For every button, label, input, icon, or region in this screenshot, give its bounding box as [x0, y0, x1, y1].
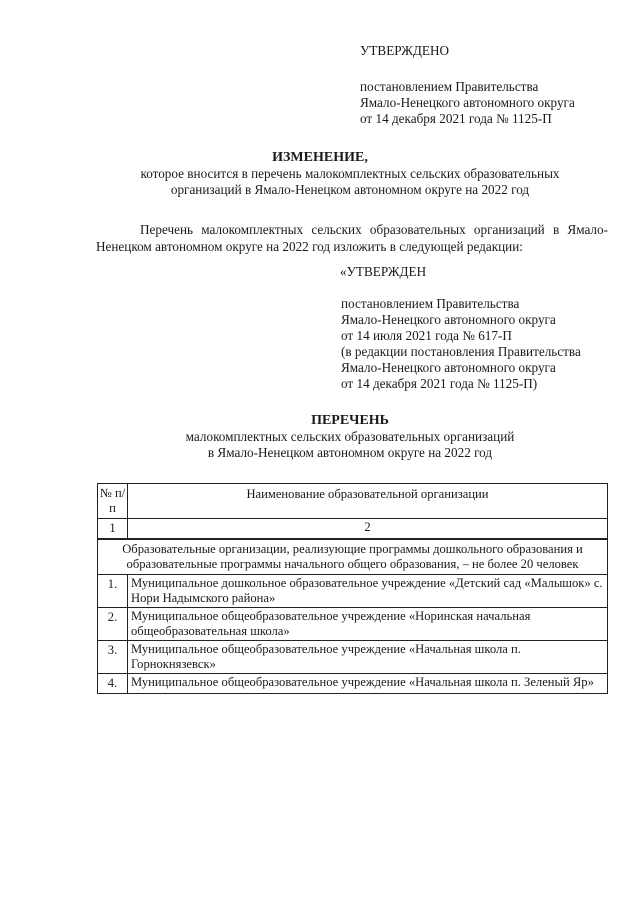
section-row [98, 539, 608, 575]
row-name: Муниципальное общеобразовательное учреждение «Начальная школа п. Зеленый Яр» [128, 674, 608, 694]
row-name: Муниципальное общеобразовательное учреждение «Норинская начальная общеобразовательная школа» [128, 608, 608, 641]
organizations-table [97, 483, 608, 694]
inner-approval-line: от 14 июля 2021 года № 617-П [341, 328, 512, 343]
approval-heading: УТВЕРЖДЕНО [360, 43, 450, 58]
change-subtitle-line: которое вносится в перечень малокомплектных сельских образовательных [140, 166, 560, 181]
column-numbers-row [98, 519, 608, 540]
table-row [98, 575, 608, 608]
inner-approval-line: постановлением Правительства [341, 296, 520, 311]
row-name: Муниципальное дошкольное образовательное учреждение «Детский сад «Малышок» с. Нори Надымского района» [128, 575, 608, 608]
header-name-cell: Наименование образовательной организации [128, 484, 608, 519]
row-num: 1. [98, 575, 128, 608]
col-number-1: 1 [98, 519, 128, 540]
table-row [98, 674, 608, 694]
list-heading: ПЕРЕЧЕНЬ [311, 413, 389, 428]
change-subtitle-line: организаций в Ямало-Ненецком автономном округе на 2022 год [170, 182, 530, 197]
approval-line: постановлением Правительства [360, 79, 539, 94]
table-header-row [98, 484, 608, 519]
header-num-cell: № п/п [98, 484, 128, 519]
body-paragraph: Перечень малокомплектных сельских образовательных организаций в Ямало-Ненецком автономном округе на 2022 год изложить в следующей редакции: [96, 222, 608, 254]
section-cell: Образовательные организации, реализующие программы дошкольного образования и образовательные программы начального общего образования, – не более 20 человек [98, 539, 608, 575]
row-num: 4. [98, 674, 128, 694]
inner-approval-heading: «УТВЕРЖДЕН [340, 264, 427, 279]
list-subtitle-line: в Ямало-Ненецком автономном округе на 2022 год [207, 445, 493, 460]
col-number-2: 2 [128, 519, 608, 540]
inner-approval-line: (в редакции постановления Правительства [341, 344, 581, 359]
row-num: 3. [98, 641, 128, 674]
list-subtitle-line: малокомплектных сельских образовательных организаций [185, 429, 515, 444]
row-name: Муниципальное общеобразовательное учреждение «Начальная школа п. Горнокнязевск» [128, 641, 608, 674]
inner-approval-line: Ямало-Ненецкого автономного округа [341, 312, 556, 327]
table-row [98, 641, 608, 674]
row-num: 2. [98, 608, 128, 641]
table-row [98, 608, 608, 641]
inner-approval-line: от 14 декабря 2021 года № 1125-П) [341, 376, 538, 391]
approval-line: от 14 декабря 2021 года № 1125-П [360, 111, 552, 126]
inner-approval-line: Ямало-Ненецкого автономного округа [341, 360, 556, 375]
change-heading: ИЗМЕНЕНИЕ, [272, 150, 368, 165]
approval-line: Ямало-Ненецкого автономного округа [360, 95, 575, 110]
